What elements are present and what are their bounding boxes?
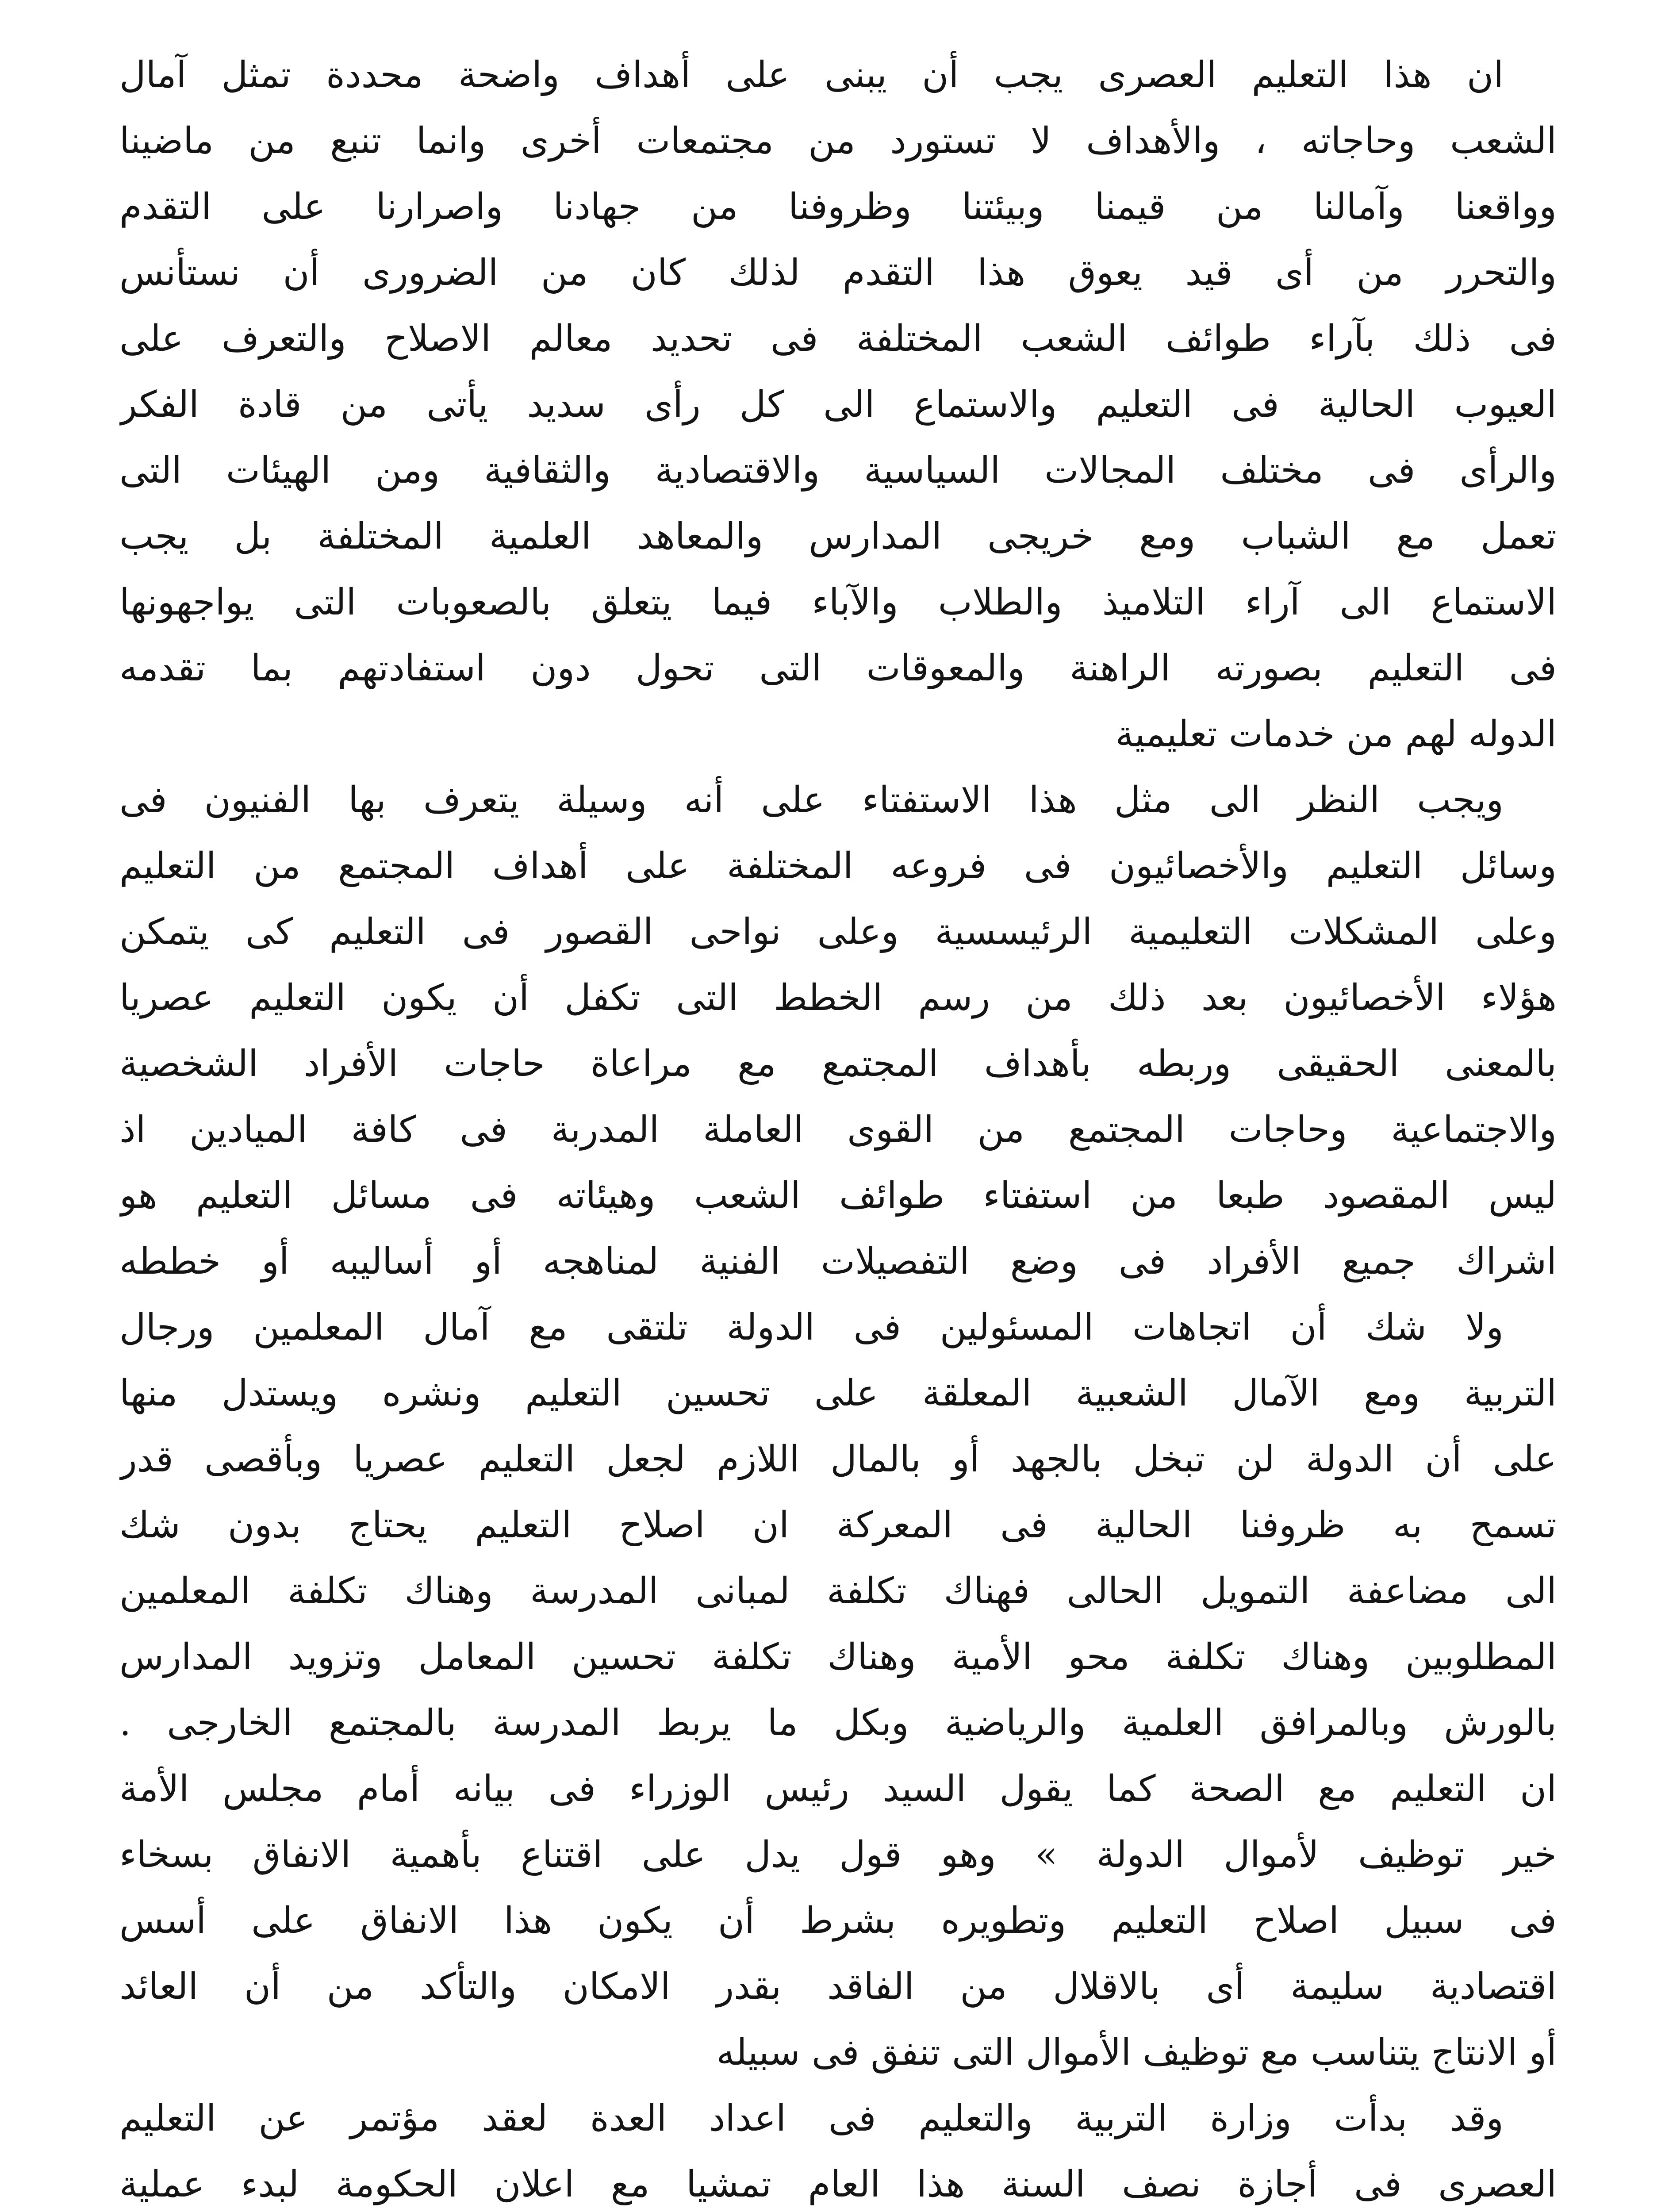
text-line: العيوب الحالية فى التعليم والاستماع الى كل رأى سديد يأتى من قادة الفكر: [119, 384, 1557, 426]
text-line: اقتصادية سليمة أى بالاقلال من الفاقد بقدر الامكان والتأكد من أن العائد: [119, 1966, 1557, 2008]
text-line: والتحرر من أى قيد يعوق هذا التقدم لذلك كان من الضرورى أن نستأنس: [119, 252, 1557, 294]
text-line: الشعب وحاجاته ، والأهداف لا تستورد من مجتمعات أخرى وانما تنبع من ماضينا: [119, 120, 1557, 162]
text-line: فى ذلك بآراء طوائف الشعب المختلفة فى تحديد معالم الاصلاح والتعرف على: [119, 318, 1557, 360]
text-line: ان التعليم مع الصحة كما يقول السيد رئيس الوزراء فى بيانه أمام مجلس الأمة: [119, 1768, 1557, 1810]
text-line: خير توظيف لأموال الدولة » وهو قول يدل على اقتناع بأهمية الانفاق بسخاء: [119, 1834, 1557, 1876]
text-line: وواقعنا وآمالنا من قيمنا وبيئتنا وظروفنا من جهادنا واصرارنا على التقدم: [119, 186, 1557, 228]
text-line: الى مضاعفة التمويل الحالى فهناك تكلفة لمبانى المدرسة وهناك تكلفة المعلمين: [119, 1570, 1557, 1612]
text-line: بالورش وبالمرافق العلمية والرياضية وبكل ما يربط المدرسة بالمجتمع الخارجى .: [119, 1702, 1557, 1744]
text-line: أو الانتاج يتناسب مع توظيف الأموال التى تنفق فى سبيله: [716, 2032, 1557, 2074]
text-line: على أن الدولة لن تبخل بالجهد أو بالمال اللازم لجعل التعليم عصريا وبأقصى قدر: [119, 1438, 1557, 1480]
text-line: تسمح به ظروفنا الحالية فى المعركة ان اصلاح التعليم يحتاج بدون شك: [119, 1504, 1557, 1546]
text-line: فى سبيل اصلاح التعليم وتطويره بشرط أن يكون هذا الانفاق على أسس: [119, 1900, 1557, 1942]
text-line: التربية ومع الآمال الشعبية المعلقة على تحسين التعليم ونشره ويستدل منها: [119, 1372, 1557, 1414]
text-line: الاستماع الى آراء التلاميذ والطلاب والآباء فيما يتعلق بالصعوبات التى يواجهونها: [119, 581, 1557, 623]
text-line: ان هذا التعليم العصرى يجب أن يبنى على أهداف واضحة محددة تمثل آمال: [119, 54, 1504, 96]
text-line: فى التعليم بصورته الراهنة والمعوقات التى تحول دون استفادتهم بما تقدمه: [119, 647, 1557, 689]
text-line: وقد بدأت وزارة التربية والتعليم فى اعداد العدة لعقد مؤتمر عن التعليم: [119, 2097, 1504, 2139]
text-line: تعمل مع الشباب ومع خريجى المدارس والمعاهد العلمية المختلفة بل يجب: [119, 515, 1557, 557]
text-line: بالمعنى الحقيقى وربطه بأهداف المجتمع مع مراعاة حاجات الأفراد الشخصية: [119, 1043, 1557, 1085]
body-text: [119, 42, 1557, 2212]
text-line: وعلى المشكلات التعليمية الرئيسسية وعلى نواحى القصور فى التعليم كى يتمكن: [119, 911, 1557, 953]
text-line: ولا شك أن اتجاهات المسئولين فى الدولة تلتقى مع آمال المعلمين ورجال: [119, 1306, 1504, 1348]
text-line: المطلوبين وهناك تكلفة محو الأمية وهناك تكلفة تحسين المعامل وتزويد المدارس: [119, 1636, 1557, 1678]
text-line: ويجب النظر الى مثل هذا الاستفتاء على أنه وسيلة يتعرف بها الفنيون فى: [119, 779, 1504, 821]
text-line: اشراك جميع الأفراد فى وضع التفصيلات الفنية لمناهجه أو أساليبه أو خططه: [119, 1240, 1557, 1283]
text-line: والاجتماعية وحاجات المجتمع من القوى العاملة المدربة فى كافة الميادين اذ: [119, 1109, 1557, 1151]
text-line: ليس المقصود طبعا من استفتاء طوائف الشعب وهيئاته فى مسائل التعليم هو: [119, 1175, 1557, 1217]
text-line: هؤلاء الأخصائيون بعد ذلك من رسم الخطط التى تكفل أن يكون التعليم عصريا: [119, 977, 1557, 1019]
text-line: العصرى فى أجازة نصف السنة هذا العام تمشيا مع اعلان الحكومة لبدء عملية: [119, 2163, 1557, 2205]
text-line: وسائل التعليم والأخصائيون فى فروعه المختلفة على أهداف المجتمع من التعليم: [119, 845, 1557, 887]
text-line: الدوله لهم من خدمات تعليمية: [1115, 713, 1557, 755]
text-line: والرأى فى مختلف المجالات السياسية والاقتصادية والثقافية ومن الهيئات التى: [119, 449, 1557, 492]
